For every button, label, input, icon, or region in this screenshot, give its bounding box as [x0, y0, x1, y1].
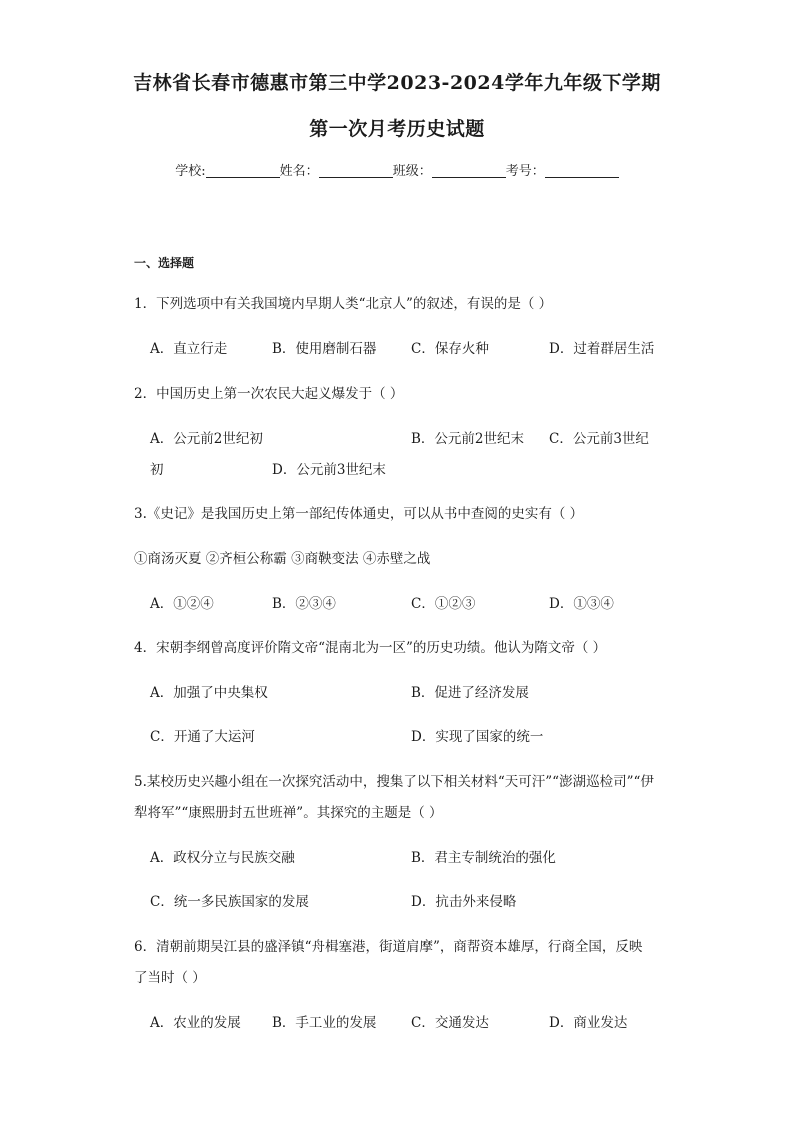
question-4-option-a[interactable]: A．加强了中央集权 — [150, 685, 268, 701]
name-blank[interactable] — [319, 163, 393, 178]
question-3-option-d[interactable]: D．①③④ — [549, 596, 614, 612]
question-5-stem-line1: 5.某校历史兴趣小组在一次探究活动中，搜集了以下相关材料“天可汗”“澎湖巡检司”“伊 — [134, 774, 654, 790]
question-3-option-a[interactable]: A．①②④ — [150, 596, 214, 612]
question-1-option-c[interactable]: C．保存火种 — [411, 341, 489, 357]
question-4-option-c[interactable]: C．开通了大运河 — [150, 729, 255, 745]
question-4-option-b[interactable]: B．促进了经济发展 — [411, 685, 529, 701]
question-5-option-b[interactable]: B．君主专制统治的强化 — [411, 850, 556, 866]
question-3-option-c[interactable]: C．①②③ — [411, 596, 476, 612]
question-3-stem: 3.《史记》是我国历史上第一部纪传体通史，可以从书中查阅的史实有（ ） — [134, 506, 584, 522]
exam-title-line1: 吉林省长春市德惠市第三中学2023-2024学年九年级下学期 — [133, 72, 661, 94]
question-6-option-b[interactable]: B．手工业的发展 — [272, 1015, 377, 1031]
school-label: 学校: — [175, 164, 206, 179]
question-5-option-d[interactable]: D．抗击外来侵略 — [411, 894, 517, 910]
class-blank[interactable] — [432, 163, 506, 178]
section-title: 一、选择题 — [134, 256, 195, 270]
question-3-option-b[interactable]: B．②③④ — [272, 596, 336, 612]
student-info-row — [0, 160, 794, 179]
name-label: 姓名： — [279, 164, 319, 179]
question-4-option-d[interactable]: D．实现了国家的统一 — [411, 729, 544, 745]
question-6-option-a[interactable]: A．农业的发展 — [150, 1015, 241, 1031]
id-label: 考号： — [505, 164, 545, 179]
question-5-option-a[interactable]: A．政权分立与民族交融 — [150, 850, 295, 866]
question-1-option-b[interactable]: B．使用磨制石器 — [272, 341, 377, 357]
question-5-option-c[interactable]: C．统一多民族国家的发展 — [150, 894, 309, 910]
question-6-stem-line1: 6．清朝前期吴江县的盛泽镇“舟楫塞港，街道肩摩”，商帮资本雄厚，行商全国，反映 — [134, 939, 643, 955]
question-2-option-b[interactable]: B．公元前2世纪末 — [411, 431, 525, 447]
school-blank[interactable] — [206, 163, 280, 178]
id-blank[interactable] — [545, 163, 619, 178]
class-label: 班级： — [392, 164, 432, 179]
question-1-option-d[interactable]: D．过着群居生活 — [549, 341, 655, 357]
question-2-option-c-wrap[interactable]: 初 — [150, 462, 164, 478]
question-6-stem-line2: 了当时（ ） — [134, 970, 206, 986]
question-2-option-d[interactable]: D．公元前3世纪末 — [272, 462, 386, 478]
question-6-option-d[interactable]: D．商业发达 — [549, 1015, 628, 1031]
exam-title-line2: 第一次月考历史试题 — [309, 118, 485, 140]
question-1-stem: 1．下列选项中有关我国境内早期人类“北京人”的叙述，有误的是（ ） — [134, 296, 553, 312]
question-3-items: ①商汤灭夏 ②齐桓公称霸 ③商鞅变法 ④赤壁之战 — [134, 551, 431, 567]
question-6-option-c[interactable]: C．交通发达 — [411, 1015, 489, 1031]
question-2-option-c[interactable]: C．公元前3世纪 — [549, 431, 649, 447]
question-2-option-a[interactable]: A．公元前2世纪初 — [150, 431, 263, 447]
question-4-stem: 4．宋朝李纲曾高度评价隋文帝“混南北为一区”的历史功绩。他认为隋文帝（ ） — [134, 640, 607, 656]
question-1-option-a[interactable]: A．直立行走 — [150, 341, 228, 357]
question-5-stem-line2: 犁将军”“康熙册封五世班禅”。其探究的主题是（ ） — [134, 805, 443, 821]
question-2-stem: 2．中国历史上第一次农民大起义爆发于（ ） — [134, 386, 404, 402]
